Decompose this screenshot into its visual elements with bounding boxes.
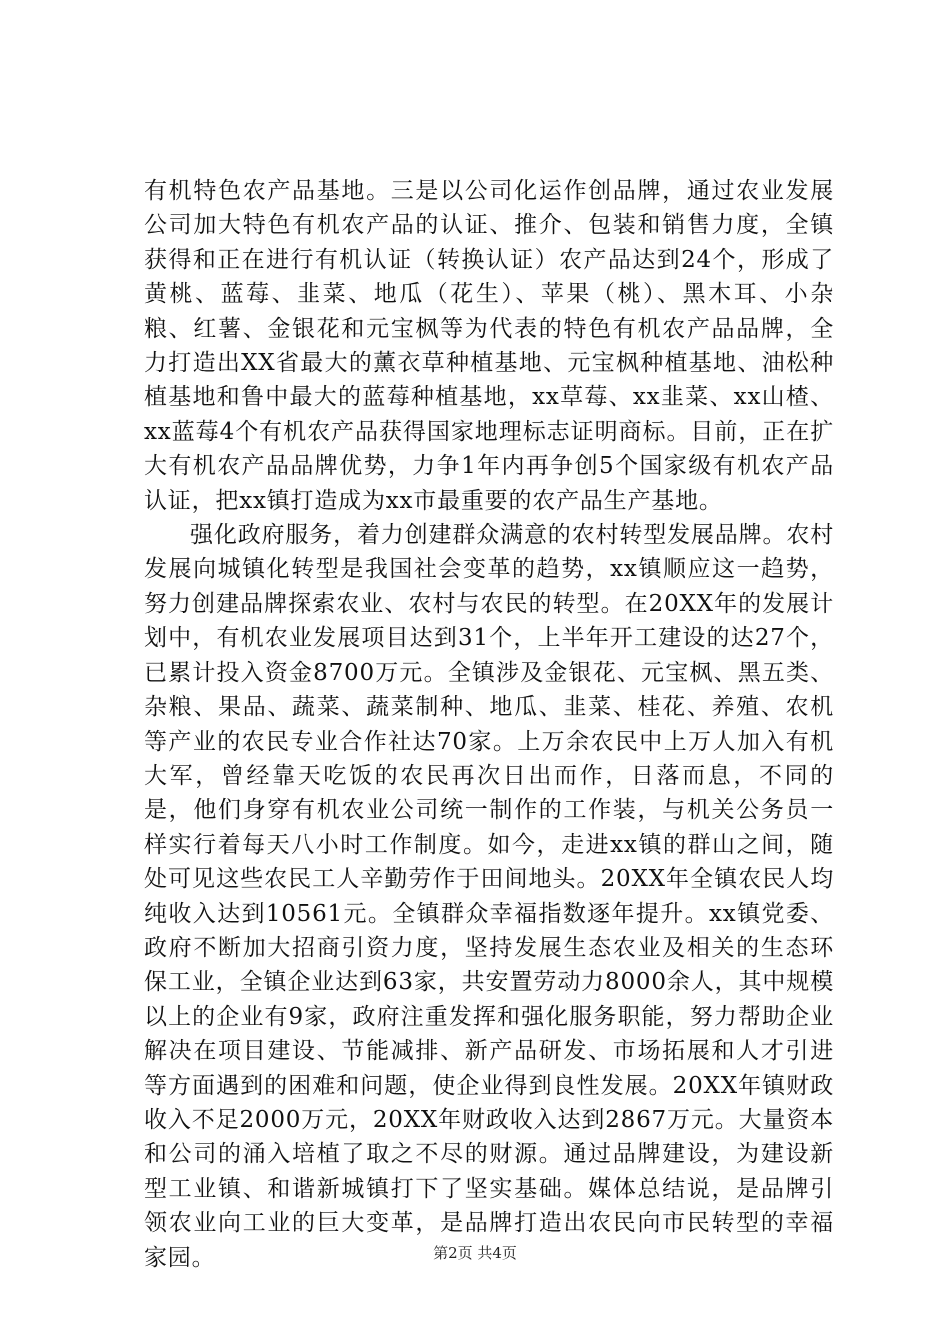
page-number-label: 第2页 共4页 (433, 1244, 517, 1262)
paragraph-government-service: 强化政府服务，着力创建群众满意的农村转型发展品牌。农村发展向城镇化转型是我国社会变革的趋势，xx镇顺应这一趋势，努力创建品牌探索农业、农村与农民的转型。在20XX年的发展计划中，有机农业发展项目达到31个，上半年开工建设的达27个，已累计投入资金8700万元。全镇涉及金银花、元宝枫、黑五类、杂粮、果品、蔬菜、蔬菜制种、地瓜、韭菜、桂花、养殖、农机等产业的农民专业合作社达70家。上万余农民中上万人加入有机大军，曾经靠天吃饭的农民再次日出而作，日落而息，不同的是，他们身穿有机农业公司统一制作的工作装，与机关公务员一样实行着每天八小时工作制度。如今，走进xx镇的群山之间，随处可见这些农民工人辛勤劳作于田间地头。20XX年全镇农民人均纯收入达到10561元。全镇群众幸福指数逐年提升。xx镇党委、政府不断加大招商引资力度，坚持发展生态农业及相关的生态环保工业，全镇企业达到63家，共安置劳动力8000余人，其中规模以上的企业有9家，政府注重发挥和强化服务职能，努力帮助企业解决在项目建设、节能减排、新产品研发、市场拓展和人才引进等方面遇到的困难和问题，使企业得到良性发展。20XX年镇财政收入不足2000万元，20XX年财政收入达到2867万元。大量资本和公司的涌入培植了取之不尽的财源。通过品牌建设，为建设新型工业镇、和谐新城镇打下了坚实基础。媒体总结说，是品牌引领农业向工业的巨大变革，是品牌打造出农民向市民转型的幸福家园。 (144, 522, 834, 1271)
page-footer (0, 1242, 950, 1263)
paragraph-continuation: 有机特色农产品基地。三是以公司化运作创品牌，通过农业发展公司加大特色有机农产品的认证、推介、包装和销售力度，全镇获得和正在进行有机认证（转换认证）农产品达到24个，形成了黄桃、蓝莓、韭菜、地瓜（花生）、苹果（桃）、黑木耳、小杂粮、红薯、金银花和元宝枫等为代表的特色有机农产品品牌，全力打造出XX省最大的薰衣草种植基地、元宝枫种植基地、油松种植基地和鲁中最大的蓝莓种植基地，xx草莓、xx韭菜、xx山楂、xx蓝莓4个有机农产品获得国家地理标志证明商标。目前，正在扩大有机农产品品牌优势，力争1年内再争创5个国家级有机农产品认证，把xx镇打造成为xx市最重要的农产品生产基地。 (144, 178, 834, 514)
document-body (144, 174, 834, 1275)
